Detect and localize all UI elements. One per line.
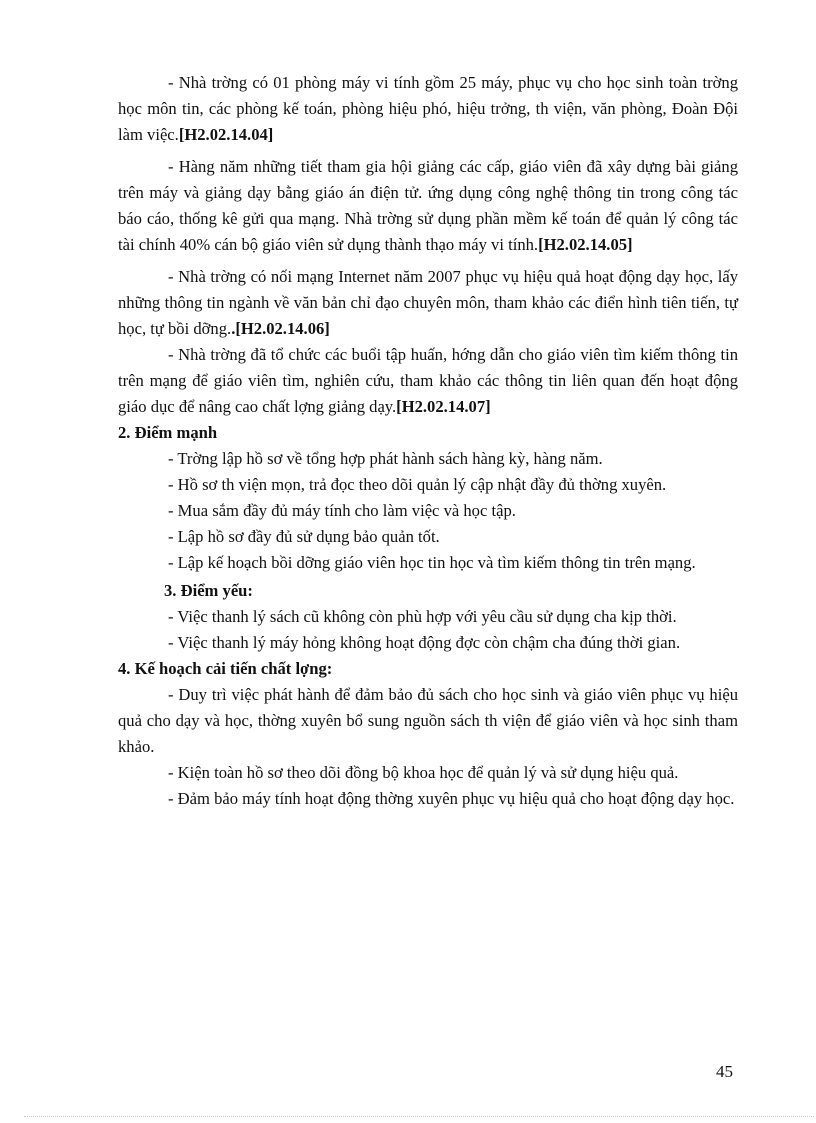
page-bottom-divider [24, 1116, 814, 1117]
heading-strengths: 2. Điểm mạnh [118, 423, 218, 442]
evidence-ref: .[H2.02.14.06] [231, 319, 330, 338]
paragraph-text: - Hàng năm những tiết tham gia hội giảng các cấp, giáo viên đã xây dựng bài giảng trên máy và giảng dạy bằng giáo án điện tử. ứng dụng công nghệ thông tin trong công tác báo cáo, thống kê gửi qua mạng. Nhà trờng sử dụng phần mềm kế toán để quản lý công tác tài chính 40% cán bộ giáo viên sử dụng thành thạo máy vi tính. [118, 157, 738, 254]
strength-item: - Trờng lập hồ sơ về tổng hợp phát hành sách hàng kỳ, hàng năm. [168, 449, 603, 468]
paragraph-text: - Nhà trờng có nối mạng Internet năm 2007 phục vụ hiệu quả hoạt động dạy học, lấy những thông tin ngành về văn bản chỉ đạo chuyên môn, tham khảo các điển hình tiên tiến, tự học, tự bồi dỡng. [118, 267, 738, 338]
improvement-item: - Duy trì việc phát hành để đảm bảo đủ sách cho học sinh và giáo viên phục vụ hiệu quả cho dạy và học, thờng xuyên bổ sung nguồn sách th viện để giáo viên và học sinh tham khảo. [118, 685, 738, 756]
weakness-item: - Việc thanh lý máy hỏng không hoạt động đợc còn chậm cha đúng thời gian. [168, 633, 681, 652]
paragraph-text: - Nhà trờng đã tổ chức các buổi tập huấn, hớng dẫn cho giáo viên tìm kiếm thông tin trên mạng để giáo viên tìm, nghiên cứu, tham khảo các thông tin liên quan đến hoạt động giáo dục để nâng cao chất lợng giảng dạy. [118, 345, 738, 416]
paragraph-it-application [118, 154, 738, 258]
paragraph-training [118, 342, 738, 420]
strength-item: - Mua sắm đầy đủ máy tính cho làm việc và học tập. [168, 501, 516, 520]
evidence-ref: [H2.02.14.04] [178, 125, 274, 144]
paragraph-text: - Nhà trờng có 01 phòng máy vi tính gồm 25 máy, phục vụ cho học sinh toàn trờng học môn tin, các phòng kế toán, phòng hiệu phó, hiệu trởng, th viện, văn phòng, Đoàn Đội làm việc. [118, 73, 738, 144]
strength-item: - Hồ sơ th viện mọn, trả đọc theo dõi quản lý cập nhật đầy đủ thờng xuyên. [168, 475, 667, 494]
weakness-item: - Việc thanh lý sách cũ không còn phù hợp với yêu cầu sử dụng cha kịp thời. [168, 607, 677, 626]
page-number: 45 [716, 1062, 733, 1081]
evidence-ref: [H2.02.14.05] [538, 235, 633, 254]
heading-weaknesses: 3. Điểm yếu: [164, 581, 253, 600]
heading-improvement-plan: 4. Kế hoạch cải tiến chất lợng: [118, 659, 333, 678]
strength-item: - Lập kế hoạch bồi dỡng giáo viên học tin học và tìm kiếm thông tin trên mạng. [168, 553, 696, 572]
improvement-item: - Kiện toàn hồ sơ theo dõi đồng bộ khoa học để quản lý và sử dụng hiệu quả. [168, 763, 679, 782]
strength-item: - Lập hồ sơ đầy đủ sử dụng bảo quản tốt. [168, 527, 440, 546]
improvement-item: - Đảm bảo máy tính hoạt động thờng xuyên phục vụ hiệu quả cho hoạt động dạy học. [168, 789, 735, 808]
evidence-ref: [H2.02.14.07] [396, 397, 491, 416]
paragraph-computer-room [118, 70, 738, 148]
paragraph-internet [118, 264, 738, 342]
document-body [118, 70, 738, 812]
